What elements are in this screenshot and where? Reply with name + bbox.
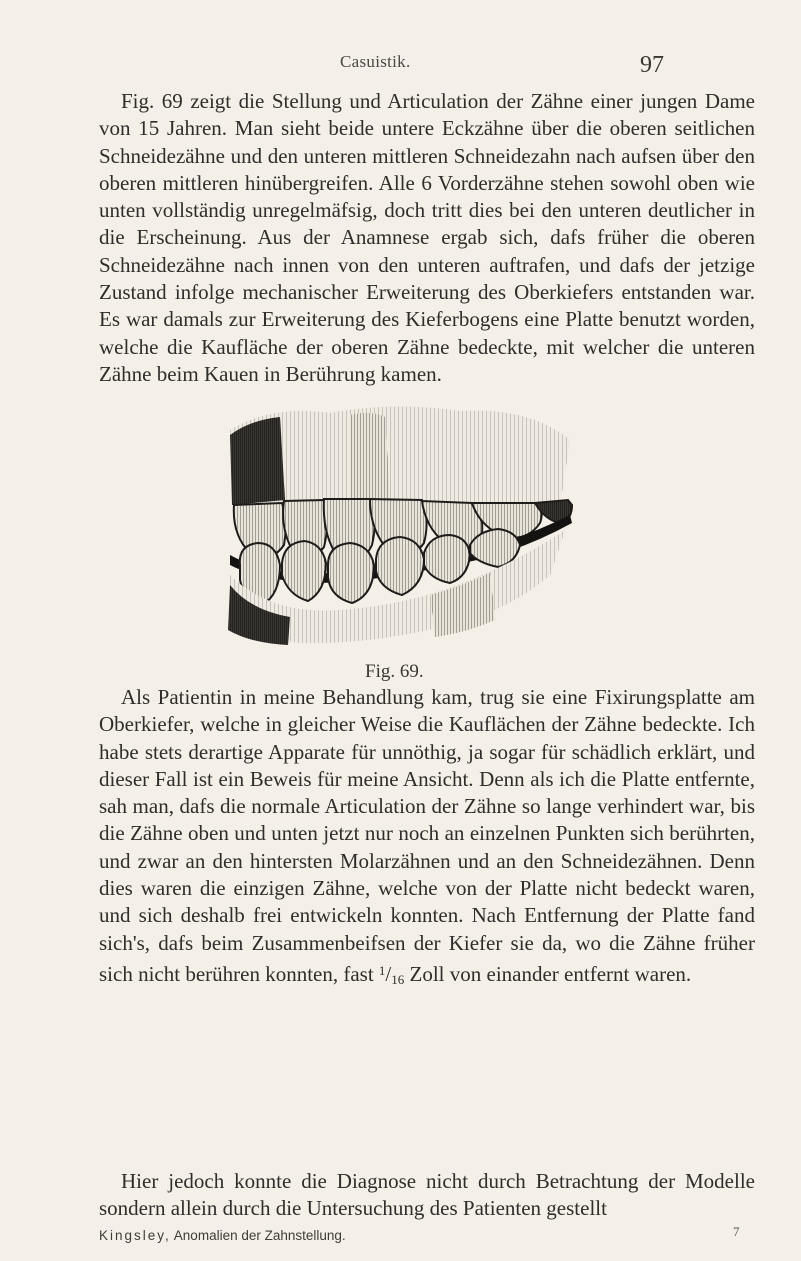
paragraph-1: Fig. 69 zeigt die Stellung und Articulation der Zähne einer jungen Dame von 15 Jahren. Man sieht beide untere Eckzähne über die oberen seitlichen Schneidezähne und den unteren mittleren Schneidezahn nach aufsen über den oberen mittleren hinübergreifen. Alle 6 Vorderzähne stehen sowohl oben wie unten vollständig unregelmäfsig, doch tritt dies bei den unteren deutlicher in die Erscheinung. Aus der Anamnese ergab sich, dafs früher die oberen Schneidezähne nach innen von den unteren auftrafen, und dafs der jetzige Zustand infolge mechanischer Erweiterung des Oberkiefers entstanden war. Es war damals zur Erweiterung des Kieferbogens eine Platte benutzt worden, welche die Kaufläche der oberen Zähne bedeckte, mit welcher die unteren Zähne beim Kauen in Berührung kamen. (99, 89, 755, 386)
paragraph-2-text: Als Patientin in meine Behandlung kam, trug sie eine Fixirungsplatte am Oberkiefer, welche in gleicher Weise die Kauflächen der Zähne bedeckte. Ich habe stets derartige Apparate für unnöthig, ja sogar für schädlich erklärt, und dieser Fall ist ein Beweis für meine Ansicht. Denn als ich die Platte entfernte, sah man, dafs die normale Articulation der Zähne so lange verhindert war, bis die Zähne oben und unten jetzt nur noch an einzelnen Punkten sich berührten, und zwar an den hintersten Molarzähnen und an den Schneidezähnen. Denn dies waren die einzigen Zähne, welche von der Platte nicht bedeckt waren, und sich deshalb frei entwickeln konnten. Nach Entfernung der Platte fand sich's, dafs beim Zusammenbeifsen der Kiefer sie da, wo die Zähne früher sich nicht berühren konnten, fast (99, 685, 755, 986)
paragraph-2: Als Patientin in meine Behandlung kam, trug sie eine Fixirungsplatte am Oberkiefer, welche in gleicher Weise die Kauflächen der Zähne bedeckte. Ich habe stets derartige Apparate für unnöthig, ja sogar für schädlich erklärt, und dieser Fall ist ein Beweis für meine Ansicht. Denn als ich die Platte entfernte, sah man, dafs die normale Articulation der Zähne so lange verhindert war, bis die Zähne oben und unten jetzt nur noch an einzelnen Punkten sich berührten, und zwar an den hintersten Molarzähnen und an den Schneidezähnen. Denn dies waren die einzigen Zähne, welche von der Platte nicht bedeckt waren, und sich deshalb frei entwickeln konnten. Nach Entfernung der Platte fand sich's, dafs beim Zusammenbeifsen der Kiefer sie da, wo die Zähne früher sich nicht berühren konnten, fast $^1$/16 Zoll von einander entfernt waren. (99, 685, 755, 987)
paragraph-2-text-end: Zoll von einander entfernt waren. (409, 961, 692, 986)
paragraph-3: Hier jedoch konnte die Diagnose nicht durch Betrachtung der Modelle sondern allein durch die Untersuchung des Patienten gestellt (99, 1169, 755, 1221)
footer-author: Kingsley, (99, 1228, 171, 1243)
footer-sheet-mark: 7 (733, 1224, 740, 1239)
page-number: 97 (640, 52, 664, 78)
teeth-engraving (210, 405, 580, 655)
running-head: Casuistik. (340, 52, 411, 71)
fraction-denominator: 16 (391, 971, 405, 987)
figure-69-teeth-illustration (210, 405, 580, 655)
footer-title: Anomalien der Zahnstellung. (173, 1228, 346, 1243)
footer-signature-line (99, 1228, 346, 1243)
fraction-numerator: 1 (378, 962, 386, 978)
figure-caption: Fig. 69. (365, 661, 424, 682)
